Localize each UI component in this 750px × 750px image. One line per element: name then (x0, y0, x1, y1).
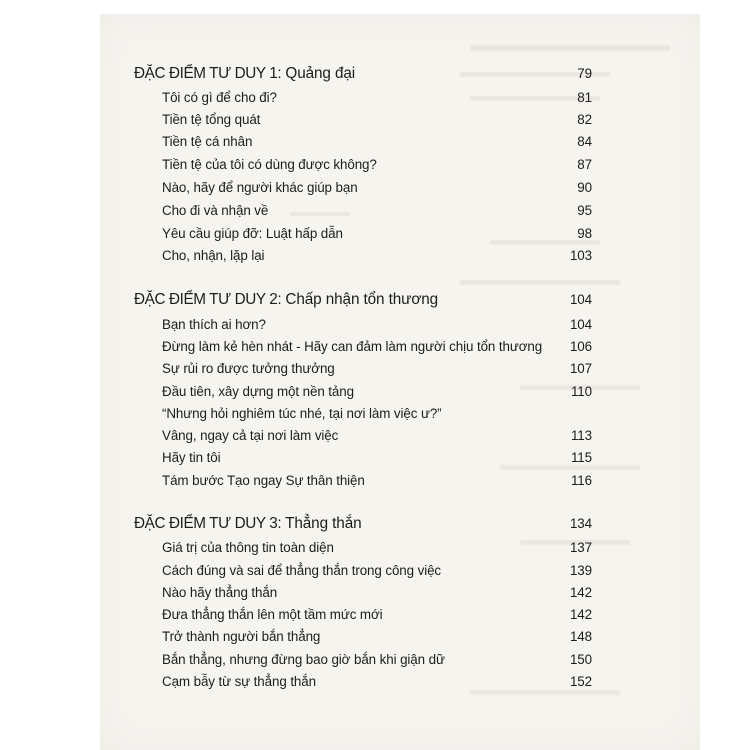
toc-entry (0, 473, 750, 495)
page-number: 106 (569, 339, 592, 354)
page-number: 81 (577, 90, 592, 105)
toc-entry (0, 226, 750, 248)
toc-entry (0, 384, 750, 406)
page-number: 107 (569, 361, 592, 376)
section-title: Quảng đại (285, 65, 356, 82)
entry-title: “Nhưng hỏi nghiêm túc nhé, tại nơi làm việc ư?” (162, 406, 442, 421)
page-number: 95 (577, 203, 592, 218)
entry-title: Bạn thích ai hơn? (162, 317, 266, 332)
toc-entry (0, 339, 750, 361)
page-number: 98 (577, 226, 592, 241)
page-number: 116 (570, 473, 592, 488)
section-heading (0, 291, 750, 313)
page-number: 148 (569, 629, 592, 644)
page-number: 150 (569, 652, 592, 667)
toc-entry (0, 180, 750, 202)
toc-entry (0, 90, 750, 112)
toc-entry (0, 450, 750, 472)
entry-title: Đưa thẳng thắn lên một tầm mức mới (162, 607, 383, 622)
entry-title: Sự rủi ro được tưởng thưởng (162, 361, 335, 376)
toc-entry (0, 540, 750, 562)
entry-title: Bắn thẳng, nhưng đừng bao giờ bắn khi giận dữ (162, 652, 445, 667)
page-number: 104 (569, 292, 592, 307)
entry-title: Hãy tin tôi (162, 450, 221, 465)
toc-entry (0, 563, 750, 585)
entry-title: Cho, nhận, lặp lại (162, 248, 265, 263)
page-number: 113 (570, 428, 592, 443)
section-label: ĐẶC ĐIỂM TƯ DUY 2: (134, 291, 282, 308)
toc-entry (0, 674, 750, 696)
entry-title: Tiền tệ tổng quát (162, 112, 261, 127)
toc-entry (0, 112, 750, 134)
page-number: 137 (569, 540, 592, 555)
toc-entry (0, 585, 750, 607)
toc-entry (0, 607, 750, 629)
entry-title: Giá trị của thông tin toàn diện (162, 540, 334, 555)
entry-title: Đừng làm kẻ hèn nhát - Hãy can đảm làm người chịu tổn thương (162, 339, 543, 354)
entry-title: Tôi có gì để cho đi? (162, 90, 277, 105)
toc-entry (0, 652, 750, 674)
toc-entry (0, 406, 750, 428)
page-number: 115 (570, 450, 592, 465)
page-number: 104 (569, 317, 592, 332)
entry-title: Đầu tiên, xây dựng một nền tảng (162, 384, 354, 399)
page-number: 139 (569, 563, 592, 578)
toc-entry (0, 317, 750, 339)
section-heading (0, 515, 750, 537)
entry-title: Cạm bẫy từ sự thẳng thắn (162, 674, 316, 689)
entry-title: Nào hãy thẳng thắn (162, 585, 278, 600)
page-number: 142 (569, 607, 592, 622)
entry-title: Yêu cầu giúp đỡ: Luật hấp dẫn (162, 226, 343, 241)
page-number: 152 (569, 674, 592, 689)
page-number: 103 (569, 248, 592, 263)
entry-title: Tám bước Tạo ngay Sự thân thiện (162, 473, 365, 488)
toc-entry (0, 203, 750, 225)
page-number: 79 (577, 66, 592, 81)
section-title: Chấp nhận tổn thương (285, 291, 439, 308)
section-heading (0, 65, 750, 87)
toc-entry (0, 134, 750, 156)
entry-title: Trở thành người bắn thẳng (162, 629, 321, 644)
toc-entry (0, 629, 750, 651)
toc-entry (0, 157, 750, 179)
page-number: 110 (570, 384, 592, 399)
section-label: ĐẶC ĐIỂM TƯ DUY 3: (134, 515, 282, 532)
entry-title: Cách đúng và sai để thẳng thắn trong công việc (162, 563, 442, 578)
entry-title: Tiền tệ cá nhân (162, 134, 253, 149)
page-number: 134 (569, 516, 592, 531)
toc-entry (0, 361, 750, 383)
page-number: 90 (577, 180, 592, 195)
section-title: Thẳng thắn (285, 515, 362, 532)
entry-title: Vâng, ngay cả tại nơi làm việc (162, 428, 339, 443)
page-number: 87 (577, 157, 592, 172)
toc-entry (0, 428, 750, 450)
page-number: 142 (569, 585, 592, 600)
section-label: ĐẶC ĐIỂM TƯ DUY 1: (134, 65, 282, 82)
page-number: 84 (577, 134, 592, 149)
toc-entry (0, 248, 750, 270)
entry-title: Tiền tệ của tôi có dùng được không? (162, 157, 377, 172)
page-number: 82 (577, 112, 592, 127)
entry-title: Nào, hãy để người khác giúp bạn (162, 180, 358, 195)
entry-title: Cho đi và nhận về (162, 203, 269, 218)
